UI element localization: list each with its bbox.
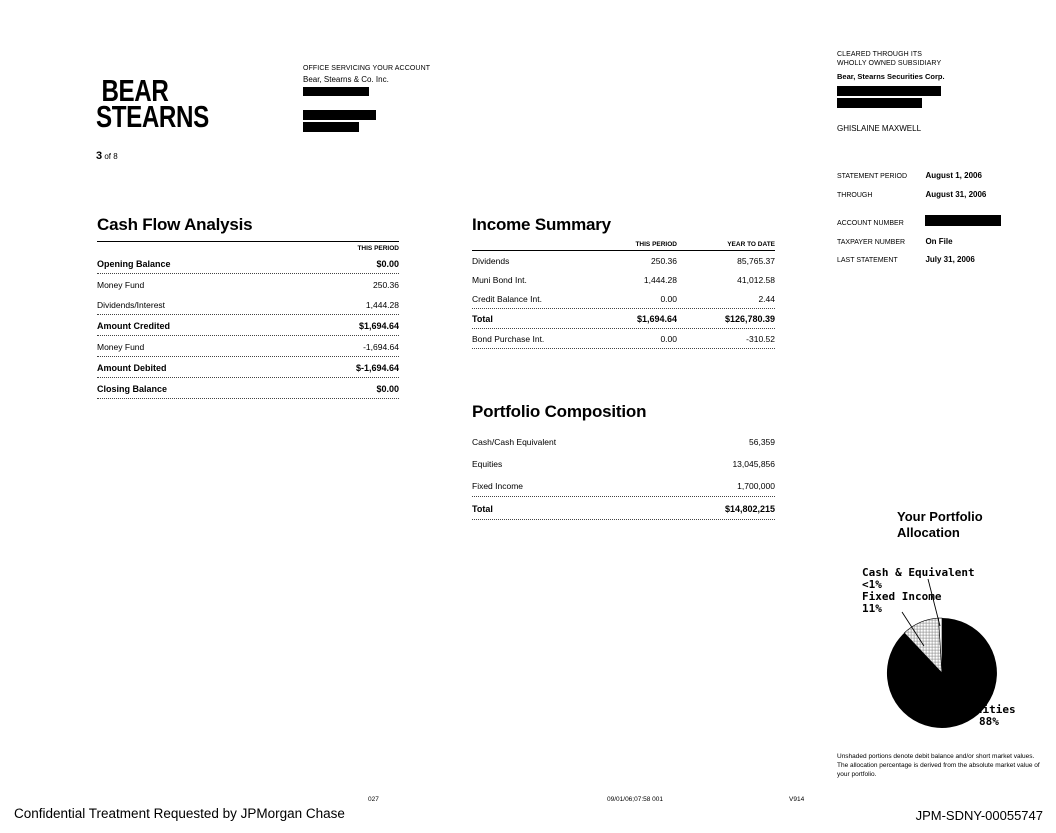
- row-value: $0.00: [376, 259, 399, 269]
- table-row: [97, 357, 399, 378]
- table-row: [97, 336, 399, 357]
- statement-period-value: August 1, 2006: [925, 171, 982, 180]
- portfolio-composition-section: [472, 402, 775, 520]
- through-label: THROUGH: [837, 191, 873, 199]
- print-code-1: 027: [368, 796, 379, 803]
- chart-footnote: Unshaded portions denote debit balance and/or short market values. The allocation percentage is derived from the absolute market value of your portfolio.: [837, 753, 1040, 778]
- row-label: Closing Balance: [97, 384, 168, 394]
- row-value: $-1,694.64: [355, 363, 399, 373]
- last-statement-label: LAST STATEMENT: [837, 257, 898, 264]
- income-summary-section: [472, 215, 775, 349]
- account-number-label: ACCOUNT NUMBER: [837, 220, 904, 227]
- cash-slice-percent: <1%: [862, 578, 882, 591]
- cleared-line2: WHOLLY OWNED SUBSIDIARY: [837, 60, 942, 67]
- table-row: [472, 251, 775, 270]
- row-label: Bond Purchase Int.: [472, 334, 545, 344]
- taxpayer-number-row: [837, 232, 1001, 251]
- office-firm-name: Bear, Stearns & Co. Inc.: [303, 75, 389, 84]
- cash-slice-label: Cash & Equivalent: [862, 566, 975, 579]
- col-header-year-to-date: YEAR TO DATE: [727, 241, 775, 248]
- account-holder-name: GHISLAINE MAXWELL: [837, 124, 922, 133]
- portfolio-allocation-title-line1: Your Portfolio: [897, 509, 983, 524]
- print-code-2: 09/01/06;07:58 001: [607, 796, 664, 803]
- taxpayer-number-value: On File: [925, 236, 953, 246]
- cash-flow-title: Cash Flow Analysis: [97, 215, 253, 234]
- logo-line-stearns: STEARNS: [96, 99, 209, 134]
- table-row: [472, 474, 775, 497]
- row-value: 56,359: [749, 437, 775, 447]
- income-summary-header-row: [472, 241, 775, 251]
- table-row: [472, 289, 775, 309]
- cleared-through-block: [837, 50, 945, 108]
- row-label: Dividends/Interest: [97, 300, 166, 310]
- row-label: Muni Bond Int.: [472, 275, 527, 285]
- table-row: [472, 329, 775, 349]
- print-code-3: V914: [789, 796, 805, 803]
- row-label: Equities: [472, 459, 503, 469]
- confidential-footer: Confidential Treatment Requested by JPMorgan Chase: [14, 806, 345, 821]
- portfolio-composition-title: Portfolio Composition: [472, 402, 647, 421]
- row-value: -1,694.64: [363, 342, 399, 352]
- through-row: [837, 185, 1001, 204]
- row-this-period: 250.36: [651, 256, 677, 266]
- row-label: Total: [472, 314, 493, 324]
- redaction-bar: [925, 215, 1001, 226]
- cash-flow-section: [97, 215, 399, 399]
- equities-slice-label: \Equities: [956, 703, 1016, 716]
- row-value: $14,802,215: [724, 504, 775, 514]
- row-value: $0.00: [376, 384, 399, 394]
- row-label: Total: [472, 504, 493, 514]
- row-value: $1,694.64: [358, 321, 399, 331]
- redaction-bar: [303, 87, 369, 96]
- table-row: [97, 294, 399, 315]
- row-label: Cash/Cash Equivalent: [472, 437, 557, 447]
- portfolio-allocation-title-line2: Allocation: [897, 525, 960, 540]
- row-value: 13,045,856: [732, 459, 775, 469]
- cleared-line1: CLEARED THROUGH ITS: [837, 51, 923, 58]
- redaction-bar: [837, 86, 941, 96]
- redaction-bar: [303, 122, 359, 132]
- row-label: Dividends: [472, 256, 510, 266]
- income-summary-title: Income Summary: [472, 215, 611, 234]
- table-row: [472, 430, 775, 452]
- account-info-block: [837, 166, 1001, 269]
- office-servicing-block: [303, 64, 430, 132]
- row-year-to-date: $126,780.39: [724, 314, 775, 324]
- row-year-to-date: -310.52: [746, 334, 775, 344]
- logo-line-bear: BEAR: [101, 73, 169, 108]
- table-row: [97, 315, 399, 336]
- table-row: [472, 497, 775, 520]
- row-label: Opening Balance: [97, 259, 171, 269]
- office-label: OFFICE SERVICING YOUR ACCOUNT: [303, 65, 431, 72]
- row-this-period: 0.00: [660, 334, 677, 344]
- through-value: August 31, 2006: [925, 189, 987, 199]
- last-statement-value: July 31, 2006: [925, 255, 975, 264]
- fixed-income-slice-percent: 11%: [862, 602, 882, 615]
- redaction-bar: [837, 98, 922, 108]
- table-row: [97, 378, 399, 399]
- portfolio-allocation-title: [897, 509, 983, 541]
- portfolio-pie-chart: [850, 562, 1045, 747]
- table-row: [472, 452, 775, 474]
- table-row: [472, 309, 775, 329]
- table-row: [97, 274, 399, 294]
- redaction-bar: [303, 110, 376, 120]
- statement-period-row: [837, 166, 1001, 185]
- row-label: Amount Credited: [97, 321, 170, 331]
- row-label: Amount Debited: [97, 363, 167, 373]
- col-header-this-period: THIS PERIOD: [635, 241, 677, 248]
- page-number: [96, 150, 118, 162]
- subsidiary-name: Bear, Stearns Securities Corp.: [837, 72, 945, 81]
- row-year-to-date: 41,012.58: [737, 275, 775, 285]
- taxpayer-number-label: TAXPAYER NUMBER: [837, 238, 906, 246]
- row-label: Money Fund: [97, 280, 145, 290]
- row-label: Credit Balance Int.: [472, 294, 542, 304]
- statement-period-label: STATEMENT PERIOD: [837, 173, 908, 180]
- page-number-value: 3: [96, 150, 103, 162]
- row-value: 1,700,000: [737, 481, 775, 491]
- fixed-income-slice-label: Fixed Income: [862, 590, 942, 603]
- row-label: Fixed Income: [472, 481, 524, 491]
- equities-slice-percent: 88%: [979, 715, 999, 728]
- row-label: Money Fund: [97, 342, 145, 352]
- row-year-to-date: 85,765.37: [737, 256, 775, 266]
- last-statement-row: [837, 250, 1001, 269]
- row-this-period: 0.00: [660, 294, 677, 304]
- page-count-suffix: of 8: [104, 152, 118, 161]
- table-row: [472, 270, 775, 289]
- account-number-row: [837, 213, 1001, 232]
- row-value: 1,444.28: [365, 300, 399, 310]
- bear-stearns-logo: [96, 73, 241, 134]
- bates-number: JPM-SDNY-00055747: [915, 808, 1043, 823]
- cash-flow-col-header: THIS PERIOD: [97, 241, 399, 253]
- row-value: 250.36: [373, 280, 399, 290]
- row-year-to-date: 2.44: [758, 294, 775, 304]
- table-row: [97, 253, 399, 274]
- row-this-period: 1,444.28: [643, 275, 677, 285]
- row-this-period: $1,694.64: [636, 314, 677, 324]
